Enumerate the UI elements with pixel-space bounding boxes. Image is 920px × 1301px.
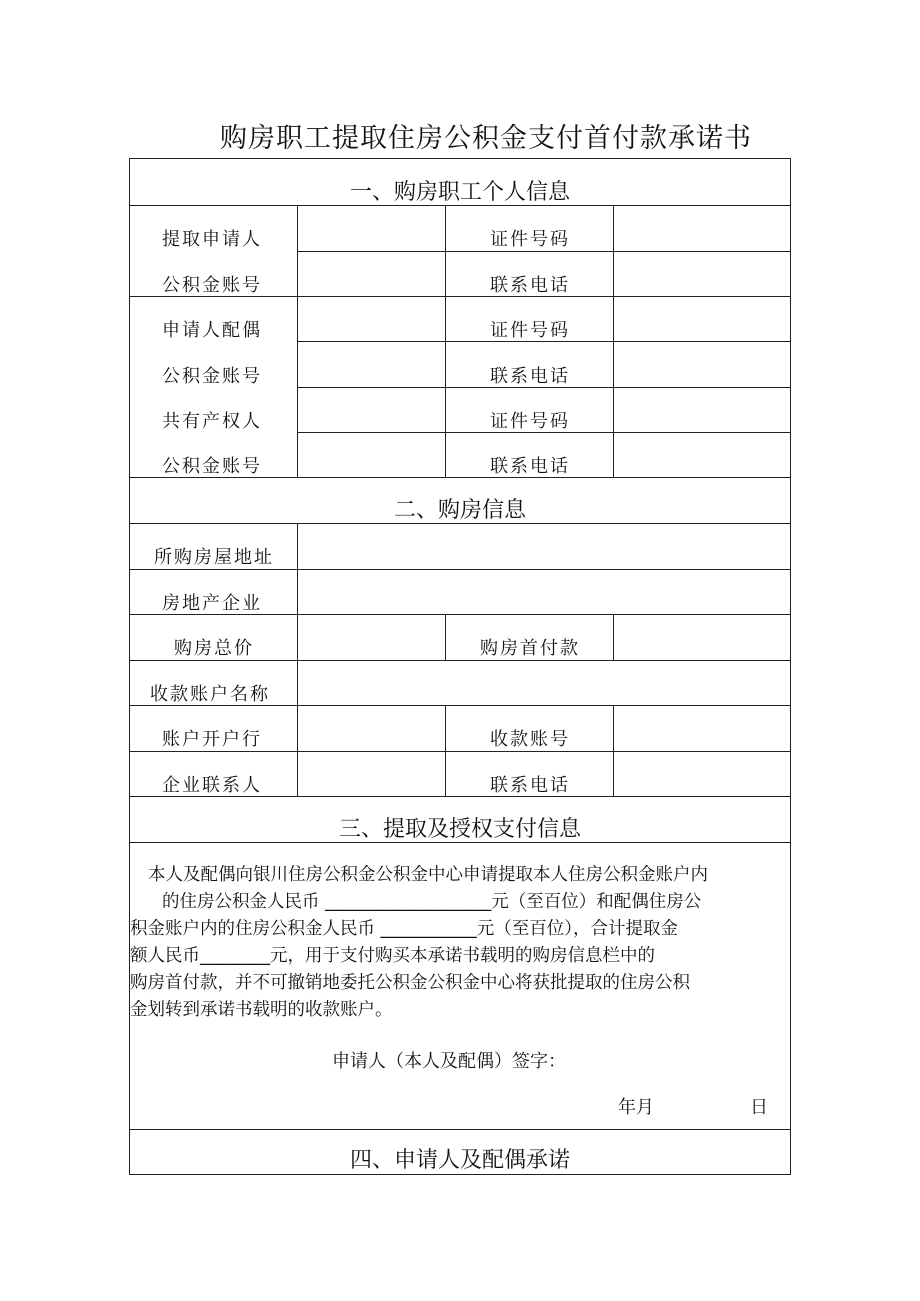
co-owner-fund-account-field[interactable] (302, 440, 442, 470)
signature-label: 申请人（本人及配偶）签字： (332, 1051, 566, 1072)
label-fund-account: 公积金账号 (162, 366, 262, 387)
row-divider (130, 569, 790, 570)
account-number-field[interactable] (618, 713, 786, 743)
row-divider (130, 751, 790, 752)
label-fund-account: 公积金账号 (162, 456, 262, 477)
label-bank: 账户开户行 (162, 729, 262, 750)
label-company-contact: 企业联系人 (162, 775, 262, 796)
co-owner-name-field[interactable] (302, 395, 442, 425)
developer-field[interactable] (302, 577, 786, 607)
label-phone: 联系电话 (490, 366, 570, 387)
label-house-address: 所购房屋地址 (154, 547, 274, 568)
label-id-number: 证件号码 (490, 229, 570, 250)
spouse-name-field[interactable] (302, 304, 442, 334)
company-phone-field[interactable] (618, 759, 786, 789)
commitment-form (129, 158, 791, 1175)
account-name-field[interactable] (302, 668, 786, 698)
section-heading-withdrawal-info: 三、提取及授权支付信息 (338, 817, 581, 842)
label-applicant: 提取申请人 (162, 229, 262, 250)
spouse-phone-field[interactable] (618, 350, 786, 380)
section-heading-house-info: 二、购房信息 (393, 498, 526, 523)
bank-field[interactable] (302, 713, 442, 743)
co-owner-phone-field[interactable] (618, 440, 786, 470)
label-phone: 联系电话 (490, 456, 570, 477)
label-developer: 房地产企业 (162, 593, 262, 614)
co-owner-id-field[interactable] (618, 395, 786, 425)
applicant-fund-account-field[interactable] (302, 259, 442, 289)
label-phone: 联系电话 (490, 775, 570, 796)
date-day: 日 (750, 1097, 768, 1118)
column-divider (297, 205, 298, 477)
label-fund-account: 公积金账号 (162, 275, 262, 296)
applicant-phone-field[interactable] (618, 259, 786, 289)
column-divider (297, 523, 298, 796)
label-id-number: 证件号码 (490, 411, 570, 432)
statement-line: 金划转到承诺书载明的收款账户。 (130, 1000, 393, 1020)
spouse-id-field[interactable] (618, 304, 786, 334)
down-payment-field[interactable] (618, 622, 786, 652)
statement-line: 积金账户内的住房公积金人民币 ___________元（至百位），合计提取金 (130, 919, 679, 939)
total-price-field[interactable] (302, 622, 442, 652)
row-divider (130, 1129, 790, 1130)
withdrawal-statement (130, 862, 790, 1024)
date-year-month: 年月 (618, 1097, 654, 1118)
column-divider (445, 614, 446, 660)
statement-line: 的住房公积金人民币 ___________________元（至百位）和配偶住房公 (162, 892, 702, 912)
column-divider (613, 705, 614, 796)
document-title: 购房职工提取住房公积金支付首付款承诺书 (220, 123, 752, 154)
row-divider (130, 660, 790, 661)
column-divider (445, 205, 446, 477)
label-id-number: 证件号码 (490, 320, 570, 341)
section-heading-commitment: 四、申请人及配偶承诺 (349, 1148, 570, 1173)
statement-line: 购房首付款，并不可撤销地委托公积金公积金中心将获批提取的住房公积 (130, 973, 690, 993)
company-contact-field[interactable] (302, 759, 442, 789)
row-divider (298, 251, 790, 252)
label-phone: 联系电话 (490, 275, 570, 296)
label-total-price: 购房总价 (174, 638, 254, 659)
applicant-name-field[interactable] (302, 213, 442, 243)
spouse-fund-account-field[interactable] (302, 350, 442, 380)
label-account-name: 收款账户名称 (150, 684, 270, 705)
applicant-id-field[interactable] (618, 213, 786, 243)
column-divider (445, 705, 446, 796)
section-heading-personal-info: 一、购房职工个人信息 (349, 180, 570, 205)
label-account-number: 收款账号 (490, 729, 570, 750)
statement-line: 额人民币________元，用于支付购买本承诺书载明的购房信息栏中的 (130, 946, 655, 966)
column-divider (613, 205, 614, 477)
column-divider (613, 614, 614, 660)
label-co-owner: 共有产权人 (162, 411, 262, 432)
statement-line: 本人及配偶向银川住房公积金公积金中心申请提取本人住房公积金账户内 (148, 865, 708, 885)
label-down-payment: 购房首付款 (480, 638, 580, 659)
label-spouse: 申请人配偶 (162, 320, 262, 341)
house-address-field[interactable] (302, 531, 786, 561)
